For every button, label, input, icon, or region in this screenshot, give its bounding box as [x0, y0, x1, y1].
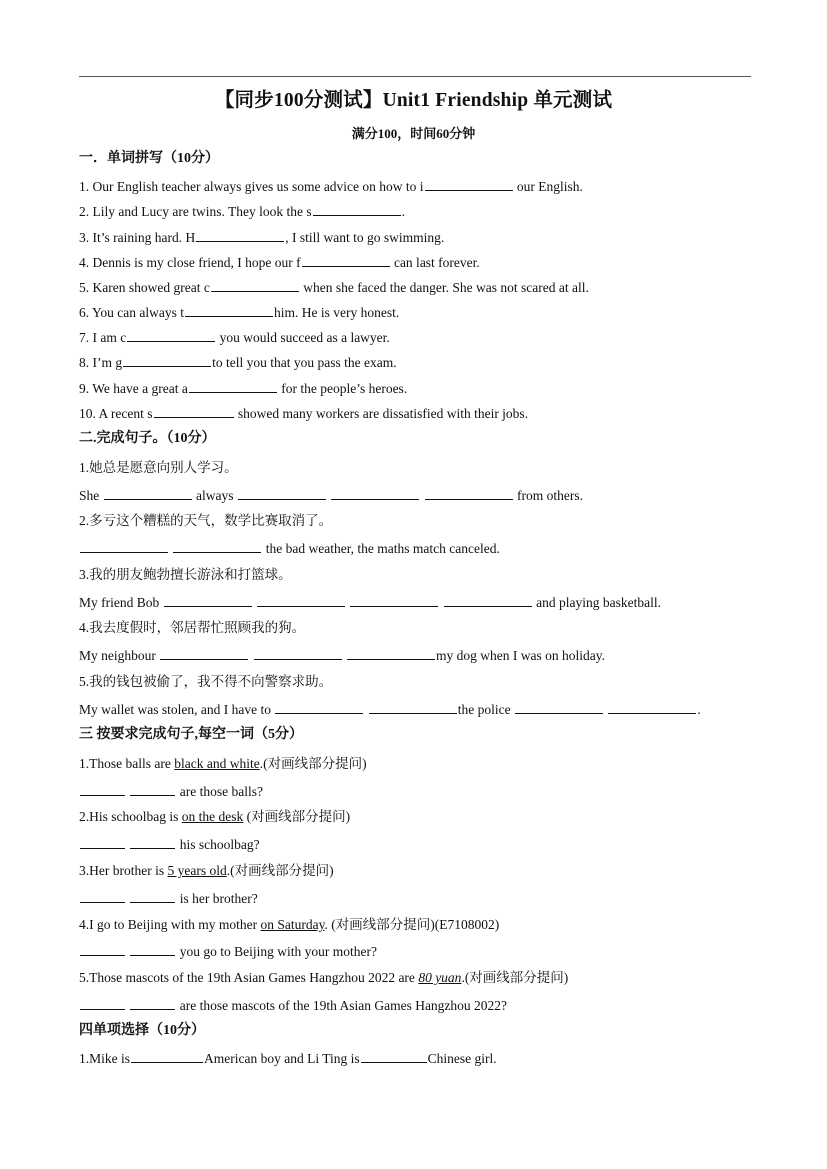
answer-blank[interactable]: [127, 329, 215, 342]
answer-blank[interactable]: [80, 783, 125, 796]
s2-english-3: My friend Bob and playing basketball.: [79, 595, 661, 610]
answer-blank[interactable]: [425, 178, 513, 191]
answer-blank[interactable]: [80, 540, 168, 553]
s1-question-5: 5. Karen showed great c when she faced the danger. She was not scared at all.: [79, 280, 589, 295]
s3-question-4: 4.I go to Beijing with my mother on Saturday. (对画线部分提问)(E7108002): [79, 917, 500, 932]
answer-blank[interactable]: [80, 997, 125, 1010]
s2-english-5: My wallet was stolen, and I have to the police .: [79, 702, 701, 717]
s2-chinese-2: 2.多亏这个糟糕的天气，数学比赛取消了。: [79, 513, 333, 528]
s3-answer-2: his schoolbag?: [79, 836, 260, 854]
s2-english-1: She always from others.: [79, 488, 583, 503]
answer-blank[interactable]: [369, 701, 457, 714]
s1-question-7: 7. I am c you would succeed as a lawyer.: [79, 330, 390, 345]
answer-blank[interactable]: [80, 943, 125, 956]
s1-question-9: 9. We have a great a for the people’s heroes.: [79, 381, 408, 396]
answer-blank[interactable]: [275, 701, 363, 714]
answer-blank[interactable]: [515, 701, 603, 714]
s2-chinese-1: 1.她总是愿意向别人学习。: [79, 460, 238, 475]
s2-chinese-3: 3.我的朋友鲍勃擅长游泳和打篮球。: [79, 567, 292, 582]
answer-blank[interactable]: [302, 254, 390, 267]
s1-question-2: 2. Lily and Lucy are twins. They look the s .: [79, 204, 405, 219]
top-rule: [79, 76, 751, 77]
answer-blank[interactable]: [331, 487, 419, 500]
section-4-heading: 四单项选择（10分）: [79, 1023, 205, 1038]
answer-blank[interactable]: [211, 279, 299, 292]
answer-blank[interactable]: [130, 943, 175, 956]
s3-answer-3: is her brother?: [79, 890, 258, 908]
answer-blank[interactable]: [80, 836, 125, 849]
answer-blank[interactable]: [257, 594, 345, 607]
s1-question-1: 1. Our English teacher always gives us some advice on how to i our English.: [79, 179, 583, 194]
answer-blank[interactable]: [130, 997, 175, 1010]
s1-question-3: 3. It’s raining hard. H , I still want to go swimming.: [79, 230, 445, 245]
answer-blank[interactable]: [130, 836, 175, 849]
answer-blank[interactable]: [254, 647, 342, 660]
answer-blank[interactable]: [608, 701, 696, 714]
s3-question-1: 1.Those balls are black and white.(对画线部分提问): [79, 756, 367, 771]
s3-answer-4: you go to Beijing with your mother?: [79, 943, 377, 961]
s1-question-8: 8. I’m g to tell you that you pass the exam.: [79, 355, 397, 370]
s1-question-10: 10. A recent s showed many workers are dissatisfied with their jobs.: [79, 406, 529, 421]
answer-blank[interactable]: [347, 647, 435, 660]
answer-blank[interactable]: [80, 890, 125, 903]
section-3-heading: 三 按要求完成句子,每空一词（5分）: [79, 727, 303, 742]
answer-blank[interactable]: [444, 594, 532, 607]
section-2-heading: 二.完成句子。（10分）: [79, 431, 216, 446]
s3-question-2: 2.His schoolbag is on the desk (对画线部分提问): [79, 809, 351, 824]
answer-blank[interactable]: [164, 594, 252, 607]
answer-blank[interactable]: [160, 647, 248, 660]
s2-chinese-4: 4.我去度假时，邻居帮忙照顾我的狗。: [79, 620, 306, 635]
section-1-heading: 一．单词拼写（10分）: [79, 151, 219, 166]
answer-blank[interactable]: [196, 229, 284, 242]
answer-blank[interactable]: [123, 354, 211, 367]
s1-question-6: 6. You can always t him. He is very honest.: [79, 305, 400, 320]
s3-question-5: 5.Those mascots of the 19th Asian Games Hangzhou 2022 are 80 yuan.(对画线部分提问): [79, 970, 569, 985]
s2-chinese-5: 5.我的钱包被偷了，我不得不向警察求助。: [79, 674, 333, 689]
page-subtitle: 满分100，时间60分钟: [351, 126, 476, 141]
s3-answer-1: are those balls?: [79, 783, 263, 801]
answer-blank[interactable]: [130, 783, 175, 796]
s1-question-4: 4. Dennis is my close friend, I hope our f can last forever.: [79, 255, 480, 270]
s2-english-2: the bad weather, the maths match canceled.: [79, 540, 500, 558]
page-title: 【同步100分测试】Unit1 Friendship 单元测试: [214, 90, 613, 111]
answer-blank[interactable]: [130, 890, 175, 903]
answer-blank[interactable]: [173, 540, 261, 553]
answer-blank[interactable]: [313, 203, 401, 216]
answer-blank[interactable]: [154, 405, 234, 418]
answer-blank[interactable]: [131, 1050, 203, 1063]
answer-blank[interactable]: [185, 304, 273, 317]
answer-blank[interactable]: [189, 380, 277, 393]
s3-answer-5: are those mascots of the 19th Asian Games Hangzhou 2022?: [79, 997, 507, 1015]
s3-question-3: 3.Her brother is 5 years old.(对画线部分提问): [79, 863, 334, 878]
s2-english-4: My neighbour my dog when I was on holiday.: [79, 648, 605, 663]
answer-blank[interactable]: [238, 487, 326, 500]
answer-blank[interactable]: [104, 487, 192, 500]
answer-blank[interactable]: [361, 1050, 427, 1063]
answer-blank[interactable]: [350, 594, 438, 607]
answer-blank[interactable]: [425, 487, 513, 500]
s4-question-1: 1.Mike is American boy and Li Ting is Chinese girl.: [79, 1051, 497, 1066]
